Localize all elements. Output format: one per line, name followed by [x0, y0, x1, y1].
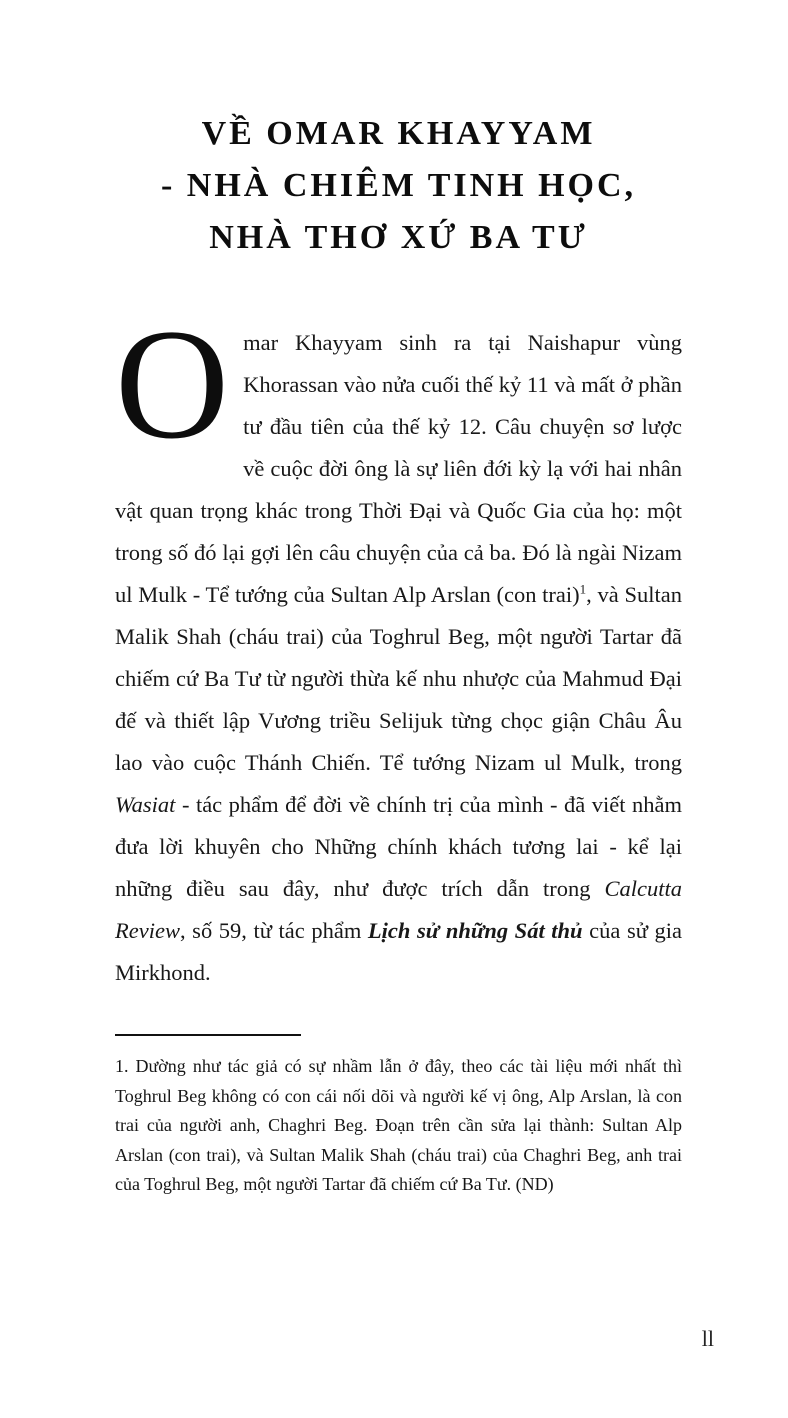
chapter-title-line-1: VỀ OMAR KHAYYAM — [201, 115, 596, 152]
footnote-separator-rule — [115, 1034, 301, 1036]
body-paragraph — [115, 297, 683, 994]
chapter-title-line-3: NHÀ THƠ XỨ BA TƯ — [209, 219, 588, 256]
work-title-history-of-assassins: Lịch sử những Sát thủ — [367, 918, 583, 943]
chapter-title — [115, 108, 682, 264]
footnote-text: 1. Dường như tác giả có sự nhầm lẫn ở đây, theo các tài liệu mới nhất thì Toghrul Beg không có con cái nối dõi và người kế vị ông, Alp Arslan, là con trai của người anh, Chaghri Beg. Đoạn trên cần sửa lại thành: Sultan Alp Arslan (con trai), và Sultan Malik Shah (cháu trai) của Chaghri Beg, anh trai của Toghrul Beg, một người Tartar đã chiếm cứ Ba Tư. (ND) — [115, 1056, 682, 1194]
body-text-segment-5: của sử gia Mirkhond. — [115, 918, 683, 985]
work-title-calcutta-review: Calcutta Review — [115, 876, 682, 943]
body-text-segment-2: , và Sultan Malik Shah (cháu trai) của Toghrul Beg, một người Tartar đã chiếm cứ Ba Tư từ người thừa kế nhu nhược của Mahmud Đại đế và thiết lập Vương triều Selijuk từng chọc giận Châu Âu lao vào cuộc Thánh Chiến. Tể tướng Nizam ul Mulk, trong — [115, 582, 682, 775]
drop-cap: O — [115, 297, 230, 472]
footnote-reference-marker: 1 — [579, 581, 587, 597]
page-content — [115, 0, 682, 1200]
work-title-wasiat: Wasiat — [115, 792, 176, 817]
body-text-segment-4: , số 59, từ tác phẩm — [179, 918, 368, 943]
chapter-title-line-2: - NHÀ CHIÊM TINH HỌC, — [160, 167, 637, 204]
page-number: ll — [701, 1326, 714, 1351]
body-text-segment-1: mar Khayyam sinh ra tại Naishapur vùng Khorassan vào nửa cuối thế kỷ 11 và mất ở phần tư đầu tiên của thế kỷ 12. Câu chuyện sơ lược về cuộc đời ông là sự liên đới kỳ lạ với hai nhân vật quan trọng khác trong Thời Đại và Quốc Gia của họ: một trong số đó lại gợi lên câu chuyện của cả ba. Đó là ngài Nizam ul Mulk - Tể tướng của Sultan Alp Arslan (con trai) — [115, 330, 682, 607]
body-text-segment-3: - tác phẩm để đời về chính trị của mình - đã viết nhằm đưa lời khuyên cho Những chính khách tương lai - kể lại những điều sau đây, như được trích dẫn trong — [115, 792, 682, 901]
